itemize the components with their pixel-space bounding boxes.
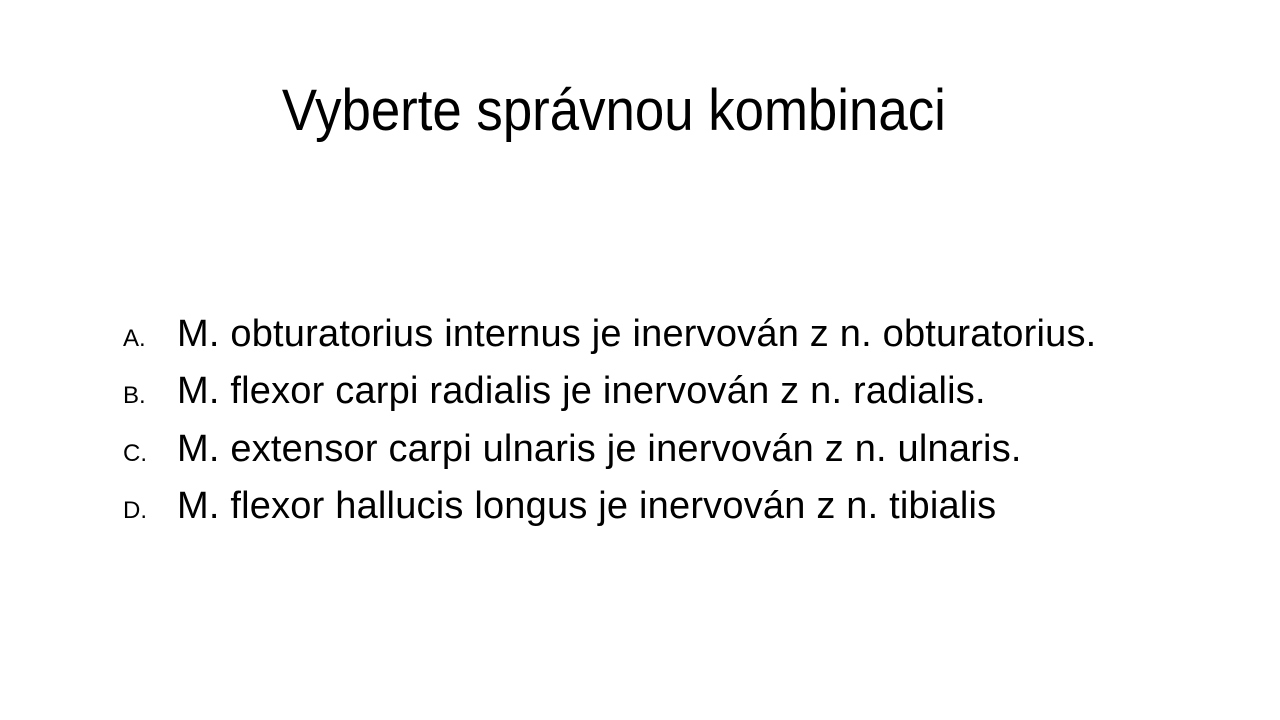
list-marker-box xyxy=(123,382,177,410)
list-item-c xyxy=(123,421,1096,478)
list-item-d xyxy=(123,478,1096,535)
list-item-b xyxy=(123,363,1096,420)
list-marker: C. xyxy=(123,439,147,467)
list-marker-box xyxy=(123,497,177,525)
list-marker: D. xyxy=(123,497,147,525)
option-text: M. obturatorius internus je inervován z n. obturatorius. xyxy=(177,313,1097,355)
list-marker: A. xyxy=(123,325,146,352)
option-text: M. flexor carpi radialis je inervován z n. radialis. xyxy=(177,370,986,413)
slide-title xyxy=(0,76,1228,145)
slide-title-text: Vyberte správnou kombinaci xyxy=(281,78,947,143)
list-item-a xyxy=(123,306,1096,363)
list-marker: B. xyxy=(123,382,146,410)
option-text: M. flexor hallucis longus je inervován z n. tibialis xyxy=(177,485,997,528)
options-list xyxy=(123,306,1096,536)
list-marker-box xyxy=(123,440,177,468)
list-marker-box xyxy=(123,325,177,353)
option-text: M. extensor carpi ulnaris je inervován z n. ulnaris. xyxy=(177,427,1022,470)
